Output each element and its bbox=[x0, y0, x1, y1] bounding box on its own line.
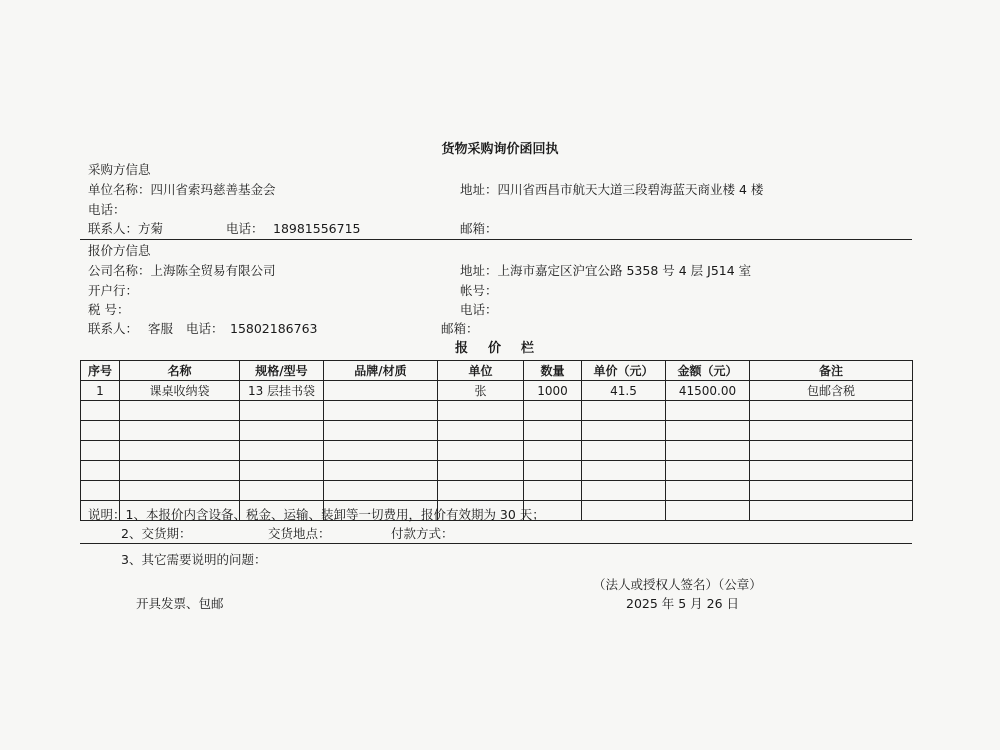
seller-company: 公司名称：上海陈全贸易有限公司 bbox=[88, 263, 276, 278]
cell bbox=[438, 401, 524, 421]
note-line-3: 3、其它需要说明的问题： bbox=[121, 552, 267, 567]
cell bbox=[750, 441, 913, 461]
cell bbox=[324, 441, 438, 461]
cell-unit-price: 41.5 bbox=[582, 381, 666, 401]
cell bbox=[666, 441, 750, 461]
cell bbox=[120, 441, 240, 461]
cell bbox=[750, 421, 913, 441]
cell bbox=[324, 421, 438, 441]
cell bbox=[240, 401, 324, 421]
col-header-qty: 数量 bbox=[524, 361, 582, 381]
seller-section-label: 报价方信息 bbox=[88, 243, 151, 258]
cell bbox=[524, 441, 582, 461]
cell bbox=[750, 481, 913, 501]
cell bbox=[582, 501, 666, 521]
table-row bbox=[81, 381, 913, 401]
seller-bank: 开户行： bbox=[88, 283, 139, 298]
cell bbox=[750, 501, 913, 521]
table-row bbox=[81, 401, 913, 421]
cell bbox=[524, 461, 582, 481]
cell bbox=[438, 441, 524, 461]
cell bbox=[324, 461, 438, 481]
seller-email: 邮箱： bbox=[441, 321, 479, 336]
seller-contact-name: 客服 bbox=[148, 321, 174, 336]
cell bbox=[750, 461, 913, 481]
cell bbox=[582, 401, 666, 421]
buyer-phone: 电话： bbox=[88, 202, 126, 217]
table-row bbox=[81, 481, 913, 501]
cell bbox=[666, 501, 750, 521]
buyer-contact-phone: 18981556715 bbox=[273, 221, 361, 236]
col-header-amount: 金额（元） bbox=[666, 361, 750, 381]
buyer-email: 邮箱： bbox=[460, 221, 498, 236]
quote-table bbox=[80, 360, 913, 521]
note-delivery-period: 2、交货期： bbox=[121, 526, 192, 541]
cell bbox=[438, 461, 524, 481]
table-row bbox=[81, 441, 913, 461]
cell bbox=[81, 421, 120, 441]
cell-remark: 包邮含税 bbox=[750, 381, 913, 401]
table-row bbox=[81, 461, 913, 481]
cell bbox=[81, 401, 120, 421]
cell-qty: 1000 bbox=[524, 381, 582, 401]
quote-title-char-2: 价 bbox=[488, 341, 504, 356]
buyer-address: 地址：四川省西昌市航天大道三段碧海蓝天商业楼 4 楼 bbox=[460, 182, 764, 197]
cell bbox=[582, 461, 666, 481]
notes-divider bbox=[80, 543, 912, 544]
cell-unit: 张 bbox=[438, 381, 524, 401]
note-delivery-place: 交货地点： bbox=[268, 526, 331, 541]
seller-address: 地址：上海市嘉定区沪宜公路 5358 号 4 层 J514 室 bbox=[460, 263, 752, 278]
cell bbox=[81, 461, 120, 481]
cell bbox=[666, 481, 750, 501]
cell bbox=[666, 461, 750, 481]
cell bbox=[120, 461, 240, 481]
quote-title-char-3: 栏 bbox=[521, 341, 537, 356]
cell bbox=[324, 481, 438, 501]
buyer-contact: 联系人：方菊 bbox=[88, 221, 164, 236]
seller-contact-phone-label: 电话： bbox=[186, 321, 224, 336]
seller-account: 帐号： bbox=[460, 283, 498, 298]
cell bbox=[524, 481, 582, 501]
cell bbox=[524, 401, 582, 421]
col-header-remark: 备注 bbox=[750, 361, 913, 381]
cell bbox=[582, 441, 666, 461]
buyer-unit-name: 单位名称：四川省索玛慈善基金会 bbox=[88, 182, 276, 197]
cell bbox=[582, 481, 666, 501]
cell bbox=[81, 441, 120, 461]
note-line-1: 说明：1、本报价内含设备、税金、运输、装卸等一切费用，报价有效期为 30 天； bbox=[88, 507, 545, 522]
buyer-section-label: 采购方信息 bbox=[88, 162, 151, 177]
cell-spec: 13 层挂书袋 bbox=[240, 381, 324, 401]
cell-index: 1 bbox=[81, 381, 120, 401]
seller-contact-phone: 15802186763 bbox=[230, 321, 318, 336]
signature-label: （法人或授权人签名）（公章） bbox=[593, 577, 762, 592]
cell bbox=[666, 421, 750, 441]
cell bbox=[240, 481, 324, 501]
col-header-name: 名称 bbox=[120, 361, 240, 381]
cell bbox=[120, 401, 240, 421]
cell bbox=[120, 481, 240, 501]
cell bbox=[120, 421, 240, 441]
document-title: 货物采购询价函回执 bbox=[441, 142, 559, 157]
seller-phone: 电话： bbox=[460, 302, 498, 317]
cell bbox=[750, 401, 913, 421]
col-header-brand: 品牌/材质 bbox=[324, 361, 438, 381]
seller-tax-id: 税 号： bbox=[88, 302, 130, 317]
buyer-contact-phone-label: 电话： bbox=[226, 221, 264, 236]
col-header-spec: 规格/型号 bbox=[240, 361, 324, 381]
cell bbox=[666, 401, 750, 421]
cell bbox=[582, 421, 666, 441]
cell bbox=[524, 421, 582, 441]
cell bbox=[240, 441, 324, 461]
col-header-unit-price: 单价（元） bbox=[582, 361, 666, 381]
col-header-unit: 单位 bbox=[438, 361, 524, 381]
cell-amount: 41500.00 bbox=[666, 381, 750, 401]
cell bbox=[324, 401, 438, 421]
cell bbox=[240, 421, 324, 441]
table-header-row bbox=[81, 361, 913, 381]
cell bbox=[438, 481, 524, 501]
col-header-index: 序号 bbox=[81, 361, 120, 381]
cell bbox=[240, 461, 324, 481]
buyer-divider bbox=[80, 239, 912, 240]
signature-date: 2025 年 5 月 26 日 bbox=[626, 596, 740, 611]
cell-name: 课桌收纳袋 bbox=[120, 381, 240, 401]
cell bbox=[81, 481, 120, 501]
note-remark: 开具发票、包邮 bbox=[136, 596, 224, 611]
cell bbox=[438, 421, 524, 441]
table-row bbox=[81, 421, 913, 441]
quote-table-title bbox=[455, 341, 554, 357]
seller-contact-label: 联系人： bbox=[88, 321, 139, 336]
cell-brand bbox=[324, 381, 438, 401]
quote-title-char-1: 报 bbox=[455, 341, 471, 356]
note-payment-method: 付款方式： bbox=[391, 526, 454, 541]
